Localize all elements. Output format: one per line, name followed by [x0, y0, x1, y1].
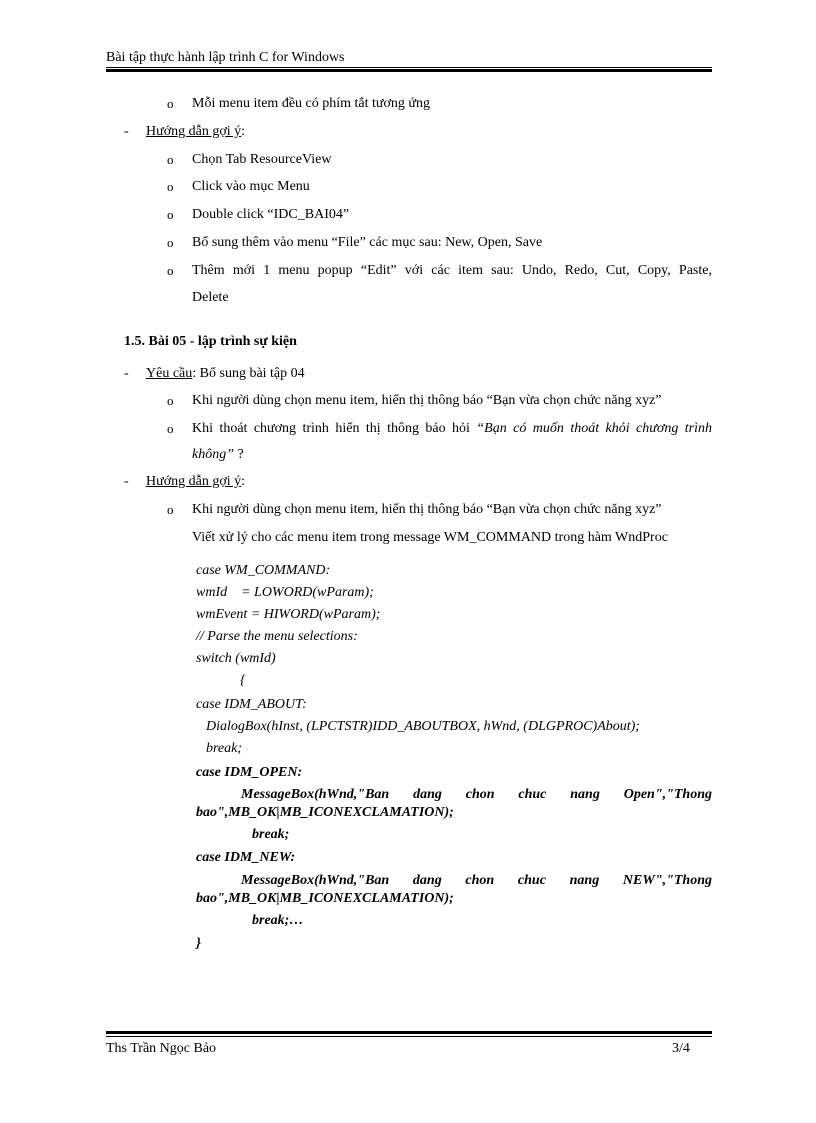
code-line: wmId = LOWORD(wParam);	[196, 585, 374, 600]
code-line: break;…	[252, 913, 304, 928]
bullet-marker: o	[167, 152, 174, 167]
footer-author: Ths Trần Ngọc Bảo	[106, 1041, 217, 1056]
header-rule	[106, 67, 712, 68]
code-line: case IDM_OPEN:	[196, 765, 303, 780]
page-header-title: Bài tập thực hành lập trình C for Windows	[106, 50, 345, 65]
dash-marker: -	[124, 474, 129, 489]
footer-rule	[106, 1036, 712, 1037]
section-heading: 1.5. Bài 05 - lập trình sự kiện	[124, 334, 297, 349]
list-item: Chọn Tab ResourceView	[192, 152, 332, 167]
code-line: bao",MB_OK|MB_ICONEXCLAMATION);	[196, 805, 454, 820]
code-line: MessageBox(hWnd,"Ban dang chon chuc nang NEW","Thong	[241, 873, 712, 888]
code-line: DialogBox(hInst, (LPCTSTR)IDD_ABOUTBOX, hWnd, (DLGPROC)About);	[206, 719, 640, 734]
hint-heading-2: Hướng dẫn gợi ý:	[146, 474, 245, 489]
list-item: Bổ sung thêm vào menu “File” các mục sau: New, Open, Save	[192, 235, 543, 250]
dash-marker: -	[124, 366, 129, 381]
code-line: case IDM_ABOUT:	[196, 697, 307, 712]
page-number: 3/4	[672, 1041, 690, 1056]
bullet-marker: o	[167, 235, 174, 250]
requirement-line: Yêu cầu: Bổ sung bài tập 04	[146, 366, 305, 381]
list-item: Thêm mới 1 menu popup “Edit” với các item sau: Undo, Redo, Cut, Copy, Paste,	[192, 263, 712, 278]
code-comment: // Parse the menu selections:	[196, 629, 358, 644]
bullet-marker: o	[167, 421, 174, 436]
bullet-marker: o	[167, 96, 174, 111]
list-item: Khi người dùng chọn menu item, hiển thị thông báo “Bạn vừa chọn chức năng xyz”	[192, 502, 662, 517]
list-item-continuation: không” ?	[192, 447, 244, 462]
bullet-marker: o	[167, 263, 174, 278]
code-line: MessageBox(hWnd,"Ban dang chon chuc nang Open","Thong	[241, 787, 712, 802]
code-brace-close: }	[196, 936, 201, 951]
code-line: case WM_COMMAND:	[196, 563, 331, 578]
list-item: Double click “IDC_BAI04”	[192, 207, 350, 222]
code-line: switch (wmId)	[196, 651, 276, 666]
bullet-marker: o	[167, 502, 174, 517]
header-rule-thick	[106, 69, 712, 72]
bullet-marker: o	[167, 179, 174, 194]
hint-heading-1: Hướng dẫn gợi ý:	[146, 124, 245, 139]
list-item: Khi người dùng chọn menu item, hiển thị thông báo “Bạn vừa chọn chức năng xyz”	[192, 393, 662, 408]
code-line: bao",MB_OK|MB_ICONEXCLAMATION);	[196, 891, 454, 906]
bullet-marker: o	[167, 393, 174, 408]
footer-rule-thick	[106, 1031, 712, 1034]
code-line: wmEvent = HIWORD(wParam);	[196, 607, 381, 622]
list-item: Mỗi menu item đều có phím tắt tương ứng	[192, 96, 430, 111]
list-item: Click vào mục Menu	[192, 179, 310, 194]
code-line: case IDM_NEW:	[196, 850, 296, 865]
list-item-continuation: Delete	[192, 290, 229, 305]
bullet-marker: o	[167, 207, 174, 222]
code-brace-open: {	[240, 673, 246, 688]
dash-marker: -	[124, 124, 129, 139]
list-item-continuation: Viết xử lý cho các menu item trong message WM_COMMAND trong hàm WndProc	[192, 530, 668, 545]
code-line: break;	[206, 741, 243, 756]
list-item: Khi thoát chương trình hiển thị thông báo hỏi “Bạn có muốn thoát khỏi chương trình	[192, 421, 713, 436]
code-line: break;	[252, 827, 290, 842]
